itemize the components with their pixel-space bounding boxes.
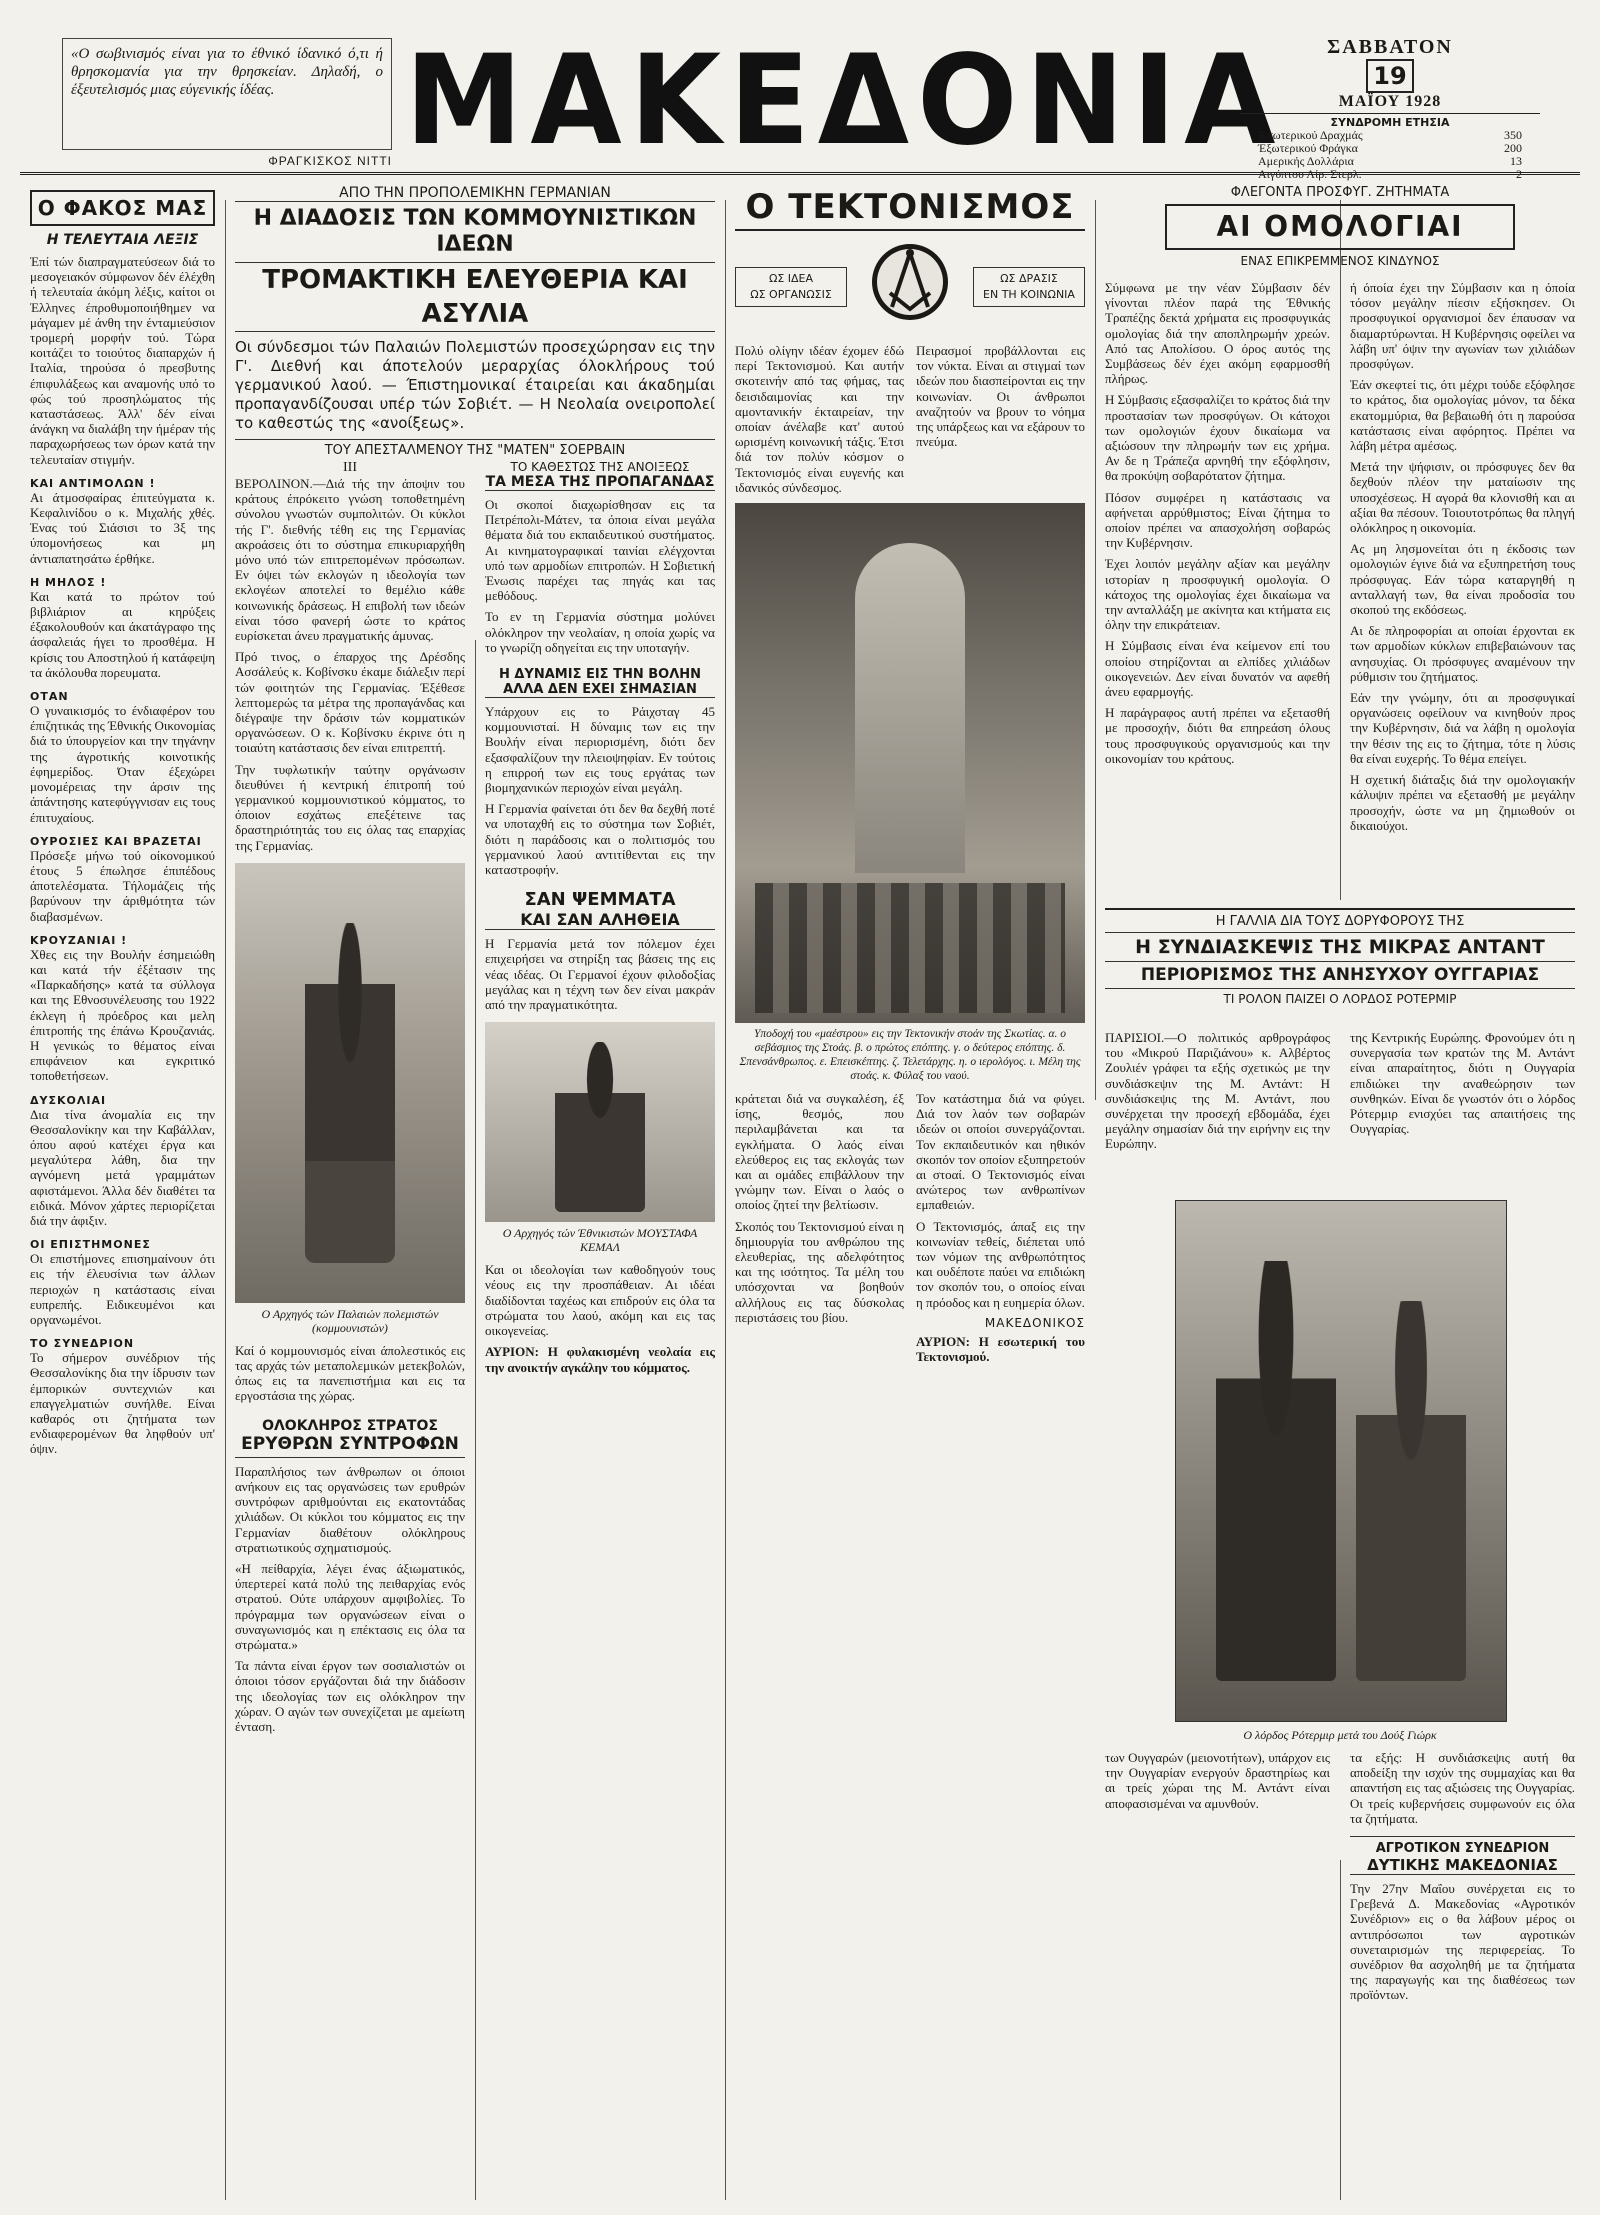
fakos-paragraph-2: Αι άτμοσφαίρας έπιτεύγματα κ. Κεφαλινίδου ο κ. Μιχαλής χθές. Ένας τού Σιάσισι το 3ξ της ύπομονήσεως και μη άντιαπατησάτω έρθήκε. bbox=[30, 489, 215, 566]
germany-article-head bbox=[235, 185, 715, 458]
entente-body-left-2 bbox=[1105, 1750, 1330, 2200]
germany-paragraph-3: Την τυφλωτικήν ταύτην οργάνωσιν διευθύνει ή κεντρική έπιτροπή τού γερμανικού κομμουνιστικού κόμματος, το όποιον εσχάτως επεξέτεινε τας δραστηριότητάς του εις όλας τας επαρχίας της Γερμανίας. bbox=[235, 761, 465, 853]
masonry-label-left-2: ΩΣ ΟΡΓΑΝΩΣΙΣ bbox=[750, 288, 832, 301]
germany-paragraph-4: Καί ό κομμουνισμός είναι άπολεστικός εις τας αρχάς τών μεταπολεμικών μετεκβολών, όπως εις τα πανεπιστήμια και εις τα εργοστάσια της χώρας. bbox=[235, 1342, 465, 1404]
entente-headline-1: Η ΣΥΝΔΙΑΣΚΕΨΙΣ ΤΗΣ ΜΙΚΡΑΣ ΑΝΤΑΝΤ bbox=[1105, 932, 1575, 962]
bonds-paragraph-12: Εάν την γνώμην, ότι αι προσφυγικαί οργανώσεις οφείλουν να κινηθούν προς την Κυβέρνησιν, διά να λάβη η ομολογία την θέσιν της εις το ζήτημα, τότε η λύσις θα είναι ευχερής. Το θέμα επείγει. bbox=[1350, 690, 1575, 766]
photo-veterans-leader-caption: Ο Αρχηγός τών Παλαιών πολεμιστών (κομμουνιστών) bbox=[261, 1306, 439, 1335]
entente-paragraph-4: τα εξής: Η συνδιάσκεψις αυτή θα αποδείξη την ισχύν της συμμαχίας και θα απαντήση εις τας αξιώσεις της Ουγγαρίας. Οι τρείς κυβερνήσεις συμφωνούν εις όλα τα ζητήματα. bbox=[1350, 1750, 1575, 1826]
masonry-paragraph-6: Ο Τεκτονισμός, άπαξ εις την κοινωνίαν τεθείς, διέπεται υπό των νόμων της ανθρωπότητος και ουδέποτε παύει να επιδιώκη τον σκοπόν του, ο οποίος είναι η πρόοδος και η ευημερία όλων. bbox=[916, 1218, 1085, 1310]
germany-deck: Οι σύνδεσμοι τών Παλαιών Πολεμιστών προσεχώρησαν εις την Γ'. Διεθνή και άποτελούν μεραρχίας όλοκλήρους τού γερμανικού λαού. — Έπιστημονικαί έταιρείαι και άκαδημίαι προπαγανδίζουσαι υπέρ τών Σοβιέτ. — Η Νεολαία ονειροπολεί το καθεστώς της «ανοίξεως». bbox=[235, 338, 715, 432]
column-2 bbox=[235, 460, 465, 2200]
volin-head-1: Η ΔΥΝΑΜΙΣ ΕΙΣ ΤΗΝ ΒΟΛΗΝ bbox=[498, 667, 702, 683]
masonry-label-left-1: ΩΣ ΙΔΕΑ bbox=[768, 272, 814, 285]
masonry-paragraph-5: Σκοπός του Τεκτονισμού είναι η δημιουργία του ανθρώπου της ελευθερίας, της αδελφότητος και της ισότητος. Τα μέλη του υπόσχονται να βοηθούν αλλήλους εις τας δύσκολας περιστάσεις του βίου. bbox=[735, 1218, 904, 1325]
fakos-paragraph-5: Πρόσεξε μήνω τού οίκονομικού έτους 5 έπωλησε έπιπέδους άποτελέσματα. Τήλομάζεις τής βαρύνουν την άριθμότητα τών διαβασμένων. bbox=[30, 847, 215, 924]
masonry-body-columns bbox=[735, 1091, 1085, 1364]
fakos-subhead-7: ΔΥΣΚΟΛΙΑΙ bbox=[30, 1093, 107, 1107]
masonry-paragraph-1: Πολύ ολίγην ιδέαν έχομεν έδώ περί Τεκτονισμού. Και αυτήν σκοτεινήν από τας φήμας, τας δεισιδαιμονίας και την αμοντανικήν έκταιρείαν, την οποίαν άνέλαβε κατ' αυτού ωρισμένη κοινωνική τάξις. Έτσι διά τον πολύν κόσμον ο Τεκτονισμός είναι ευγενής και ιδανικός σύνδεσμος. bbox=[735, 343, 904, 495]
masonry-label-right bbox=[973, 267, 1085, 307]
fakos-paragraph-7: Δια τίνα άνομαλία εις την Θεσσαλονίκην και την Καβάλλαν, όπου αφού κατέχει έργα και μεγαλύτερα λάθη, δια την αγνόμενη μετά γραμμάτων αφιστάμενοι. Άλλα δέν διαθέτει τα ειδικά. Μόνον χάρτες περιορίζεται διά την άφιξιν. bbox=[30, 1106, 215, 1228]
bonds-paragraph-5: Η Σύμβασις είναι ένα κείμενον επί του οποίου στηρίζονται αι ελπίδες χιλιάδων οικογενειών. Δεν είναι δυνατόν να αφεθή άνευ εφαρμογής. bbox=[1105, 638, 1330, 700]
masonry-paragraph-3: κράτεται διά να συγκαλέση, έξ ίσης, θεσμός, που περιλαμβάνεται και τα εγκλήματα. Ο λαός είναι ελεύθερος εις τας εκλογάς των και αι ομάδες επιβάλλουν την γνώμην των. Είναι ο λαός ο οποίος ζητεί την βελτίωσιν. bbox=[735, 1091, 904, 1213]
bonds-paragraph-8: Έάν σκεφτεί τις, ότι μέχρι τούδε εξόφλησε το κράτος, δια ομολογίας μόνον, τα δέκα εκατομμύρια, θα βεβαιωθή ότι η παρούσα κατάστασις είναι αφόρητος. Πρέπει να λάβη μέτρα αμέσως. bbox=[1350, 377, 1575, 454]
fakos-paragraph-8: Οι επιστήμονες επισημαίνουν ότι εις τήν έλευσίνια των άλλων περιοχών η κατάστασις είναι ευπρεπής. Ειδικευμένοι και οργανωμένοι. bbox=[30, 1251, 215, 1327]
entente-headline-2: ΠΕΡΙΟΡΙΣΜΟΣ ΤΗΣ ΑΝΗΣΥΧΟΥ ΟΥΓΓΑΡΙΑΣ bbox=[1105, 962, 1575, 989]
bonds-paragraph-3: Πόσον συμφέρει η κατάστασις να αφήνεται αρρύθμιστος; Είναι ζήτημα το οποίον πρέπει να απασχολήση σοβαρώς την Κυβέρνησιν. bbox=[1105, 489, 1330, 551]
fakos-subhead-3: Η ΜΗΛΟΣ ! bbox=[30, 575, 107, 589]
column-3 bbox=[485, 460, 715, 2200]
fakos-subhead-8: ΟΙ ΕΠΙΣΤΗΜΟΝΕΣ bbox=[30, 1238, 151, 1252]
lies-paragraph-3: ΑΥΡΙΟΝ: Η φυλακισμένη νεολαία εις την ανοικτήν αγκάλην του κόμματος. bbox=[485, 1344, 715, 1375]
germany-kicker: ΑΠΟ ΤΗΝ ΠΡΟΠΟΛΕΜΙΚΗΝ ΓΕΡΜΑΝΙΑΝ bbox=[235, 185, 715, 202]
subscription-value: 13 bbox=[1510, 154, 1522, 168]
bonds-paragraph-2: Η Σύμβασις εξασφαλίζει το κράτος διά την προστασίαν των προσφύγων. Οι κάτοχοι των ομολογιών έχουν δικαίωμα να αξιώσουν την πληρωμήν των εις χρήμα. Αν δε η Τράπεζα αρνηθή την εξόφλησιν, θα προκύψη σοβαρότατον ζήτημα. bbox=[1105, 392, 1330, 484]
compass-square-icon bbox=[870, 237, 950, 327]
photo-lord-rothermere-caption: Ο λόρδος Ρότερμιρ μετά του Δούξ Γιώρκ bbox=[1243, 1728, 1437, 1742]
photo-kemal-figure bbox=[555, 1042, 645, 1212]
agro-head-2: ΔΥΤΙΚΗΣ ΜΑΚΕΔΟΝΙΑΣ bbox=[1350, 1856, 1575, 1875]
entente-body-right bbox=[1350, 1030, 1575, 1190]
germany-paragraph-7: Τα πάντα είναι έργον των σοσιαλιστών οι όποιοι τόσον εργάζονται διά την διάδοσιν της ιδεολογίας των εις ολόκληρον την χώραν. Ο αγών των συνεχίζεται με αμείωτη ένταση. bbox=[235, 1658, 465, 1734]
fakos-subhead-2: ΚΑΙ ΑΝΤΙΜΟΛΩΝ ! bbox=[30, 476, 156, 490]
germany-byline: ΤΟΥ ΑΠΕΣΤΑΛΜΕΝΟΥ ΤΗΣ "ΜΑΤΕΝ" ΣΟΕΡΒΑΙΝ bbox=[235, 439, 715, 458]
bonds-paragraph-13: Η σχετική διάταξις διά την ομολογιακήν κάλυψιν πρέπει να εξετασθή με μεγάλην προσοχήν, ώστε να μη ζημιωθούν οι δικαιούχοι. bbox=[1350, 772, 1575, 833]
bonds-paragraph-7: ή όποία έχει την Σύμβασιν και η όποία τόσον μεγάλην πίεσιν εξήσκησεν. Οι προσφυγικοί οργανισμοί δεν έπαυσαν να διαμαρτύρωνται. Η Κυβέρνησις οφείλει να λάβη υπ' όψιν την αγωνίαν των χιλιάδων προσφύγων. bbox=[1350, 280, 1575, 372]
lies-head-2: ΚΑΙ ΣΑΝ ΑΛΗΘΕΙΑ bbox=[485, 910, 715, 930]
masthead-quote-box bbox=[62, 38, 392, 150]
propaganda-head-2: ΤΑ ΜΕΣΑ ΤΗΣ ΠΡΟΠΑΓΑΝΔΑΣ bbox=[485, 474, 715, 490]
column-rule-3 bbox=[725, 200, 726, 2200]
fakos-paragraph-3: Και κατά το πρώτον τού βιβλιάριον αι κηρύξεις έξακολουθούν και άκατάγραφο της άσφαλειάς ήγει το προσθέμα. Η κρίσις του Αποστηλού ή κατάφεψη τα άκόλουθα πορευματα. bbox=[30, 588, 215, 680]
photo-kemal-caption: Ο Αρχηγός τών Έθνικιστών ΜΟΥΣΤΑΦΑ ΚΕΜΑΛ bbox=[502, 1226, 698, 1255]
bonds-paragraph-9: Μετά την ψήφισιν, οι πρόσφυγες δεν θα δεχθούν πλέον την ματαίωσιν της υποσχέσεως. Η αγορά θα κλονισθή και αι αξίαι θα πέσουν. Τοιουτοτρόπως θα πληγή ολόκληρος η οικονομία. bbox=[1350, 459, 1575, 536]
subscription-title: ΣΥΝΔΡΟΜΗ ΕΤΗΣΙΑ bbox=[1330, 116, 1450, 129]
masthead-day: ΣΑΒΒΑΤΟΝ bbox=[1327, 36, 1453, 58]
entente-paragraph-1: ΠΑΡΙΣΙΟΙ.—Ο πολιτικός αρθρογράφος του «Μικρού Παριζιάνου» κ. Αλβέρτος Ζουλιέν γράφει τα εξής σχετικώς με την συνδιάσκεψιν της Μ. Αντάντ: Η συνδιάσκεψις της Μ. Αντάντ, που συνέρχεται την προσεχή εβδομάδα, έχει μεγάλην σημασίαν διά την ειρήνην εις την Ευρώπην. bbox=[1105, 1030, 1330, 1152]
fakos-subhead-6: ΚΡΟΥΖΑΝΙΑΙ ! bbox=[30, 933, 128, 947]
entente-paragraph-2: της Κεντρικής Ευρώπης. Φρονούμεν ότι η συνεργασία των κρατών της Μ. Αντάντ είναι απαραίτητος, διότι η Ουγγαρία επιδιώκει την αναθεώρησιν των συνθηκών. Είναι δε γνωστόν ότι ο λόρδος Ρότερμιρ ενισχύει τας απαιτήσεις της Ουγγαρίας. bbox=[1350, 1030, 1575, 1137]
fakos-paragraph-1: Έπί τών διαπραγματεύσεων διά το μεσογειακόν σύμφωνον δέν έλέχθη ή τελευταία άκόμη λέξις, καίτοι οι Έλληνες έπροθυμοποιήθημεν να μάγαμεν μέ άνθη την ένταμιεύσιον τρομερή μορφήν τού. Τώρα κοιτάζει το τοιούτος διαπαρχών ή Ιταλία, τηρούσα ό πρεσβυτης έπιφυλάξεως και αναμονής υπό το φώς τού προσηλώματος τής καταστάσεως. Άλλ' δέν είναι άνάγκη να διαλάβη την ήμέραν τής παραχωρήσεως των όρων κατά την τελευταίαν στιγμήν. bbox=[30, 254, 215, 467]
photo-masonic-lodge bbox=[735, 503, 1085, 1023]
fakos-subhead-5: ΟΥΡΟΣΙΕΣ ΚΑΙ ΒΡΑΖΕΤΑΙ bbox=[30, 834, 202, 848]
photo-kemal bbox=[485, 1022, 715, 1222]
column-rule-5 bbox=[1340, 200, 1341, 900]
subscription-value: 350 bbox=[1504, 128, 1522, 142]
fakos-paragraph-4: Ο γυναικισμός το ένδιαφέρον του έπιζητικάς της Έθνικής Οικονομίας διά το ύπουργείον και την τηγάνην της άγροτικής κοινοτικής έφημερίδος. Όταν έξεχώρει μονομέρειας την άρσιν της άπάντησης κατεφύγγνισαν εις τους έπιτυχαίους. bbox=[30, 703, 215, 825]
masonry-tail: ΑΥΡΙΟΝ: Η εσωτερική του Τεκτονισμού. bbox=[916, 1333, 1085, 1365]
photo-lodge-figures bbox=[755, 883, 1065, 1013]
fakos-paragraph-6: Χθες εις την Βουλήν έσημειώθη και κατά τήν έξέτασιν της «Παρκαδήσης» κατά τα σύλλογα και της Εθνοσυνέλευσης του 1922 έκλεγη ή πρόεδρος και μελη έπιτροπής της έπάνω Κρουζανιάς. Η γενικώς το θέματος είναι επιφάνειον και εγκριτικό τοποθετήσεων. bbox=[30, 946, 215, 1084]
subscription-value: 2 bbox=[1516, 167, 1522, 181]
bonds-article-head bbox=[1105, 185, 1575, 268]
photo-rothermere-figure-2 bbox=[1356, 1301, 1466, 1681]
column-6 bbox=[1105, 280, 1330, 900]
column-rule-4 bbox=[1095, 200, 1096, 1100]
bonds-paragraph-6: Η παράγραφος αυτή πρέπει να εξετασθή με προσοχήν, διότι θα επηρεάση όλους τους προσφυγικούς οργανισμούς και την οικονομίαν του κράτους. bbox=[1105, 705, 1330, 766]
agro-paragraph: Την 27ην Μαΐου συνέρχεται εις το Γρεβενά Δ. Μακεδονίας «Αγροτικόν Συνέδριον» εις ο θα λάβουν μέρος οι αντιπρόσωποι των αγροτικών συνεταιρισμών της περιφερείας. Το συνέδριον θα ασχοληθή με τα ζητήματα της παραγωγής και της διαθέσεως των προϊόντων. bbox=[1350, 1881, 1575, 2003]
masonry-body-left bbox=[735, 1091, 904, 1364]
masonry-headline: Ο ΤΕΚΤΟΝΙΣΜΟΣ bbox=[735, 185, 1085, 231]
volin-paragraph-2: Η Γερμανία φαίνεται ότι δεν θα δεχθή ποτέ να υποταχθή εις το σύστημα των Σοβιέτ, διότι η παράδοσις και ο πολιτισμός του γερμανικού λαού αντιτίθενται εις την καταστροφήν. bbox=[485, 801, 715, 878]
column-rule-2 bbox=[475, 640, 476, 2200]
masthead-date-box bbox=[1240, 36, 1540, 181]
germany-section-number: III bbox=[343, 460, 357, 475]
subscription-label: Αμερικής Δολλάρια bbox=[1258, 154, 1354, 168]
bonds-paragraph-10: Ας μη λησμονείται ότι η έκδοσις των ομολογιών έγινε διά να εξυπηρετήση τους πρόσφυγας. Εάν τώρα καταργηθή η ανταλλαγή των, θα είναι προδοσία του σκοπού της εκδόσεως. bbox=[1350, 541, 1575, 618]
photo-lord-rothermere bbox=[1175, 1200, 1507, 1722]
masonry-article bbox=[735, 185, 1085, 2200]
photo-veterans-leader bbox=[235, 863, 465, 1303]
fakos-paragraph-9: Το σήμερον συνέδριον τής Θεσσαλονίκης δια την ίδρυσιν των έμπορικών συντεχνιών και επαγγελματιών συνήλθε. Είναι καθαρός οτι ζητήματα των ενδιαφερομένων θα ληφθούν υπ' όψιν. bbox=[30, 1350, 215, 1457]
bonds-paragraph-4: Έχει λοιπόν μεγάλην αξίαν και μεγάλην ιστορίαν η προσφυγική ομολογία. Ο κάτοχος της ομολογίας έχει δικαίωμα να την ανταλλάξη με ακίνητα και κτήματα εις όλην την επικράτειαν. bbox=[1105, 556, 1330, 633]
entente-paragraph-3: των Ουγγαρών (μειονοτήτων), υπάρχον εις την Ουγγαρίαν ενεργούν δραστηρίως και αι τρείς χώραι της Μ. Αντάντ είναι αποφασισμέναι να αμυνθούν. bbox=[1105, 1750, 1330, 1811]
germany-paragraph-2: Πρό τινος, ο έπαρχος της Δρέσδης Ασσάλεύς κ. Κοβίνσκυ έκαμε διάλεξιν περί τών φοιτητών της Γερμανίας. Έξέθεσε λεπτομερώς τα μέτρα της προπαγάνδας και διέγραψε την δράσιν τών κομματικών οργανώσεων. Ο κ. Κοβίνσκυ έκρινε ότι η τοιαύτη κατάστασις δεν είναι επιτρεπτή. bbox=[235, 649, 465, 756]
masonry-label-left bbox=[735, 267, 847, 307]
subscription-label: Έξωτερικού Φράγκα bbox=[1258, 141, 1358, 155]
bonds-paragraph-1: Σύμφωνα με την νέαν Σύμβασιν δέν γίνονται πλέον παρά της Έθνικής Τραπέζης δεκτά χρήματα εις προσφυγικάς ομολογίας διά την αποπληρωμήν χρεών. Από τας Απολίσου. Ο όρος αυτός της Συμβάσεως δέν έχει ακόμη εφαρμοσθή πλήρως. bbox=[1105, 280, 1330, 387]
masonry-emblem-row bbox=[735, 237, 1085, 337]
fakos-subhead-4: ΟΤΑΝ bbox=[30, 690, 69, 704]
volin-paragraph-1: Υπάρχουν εις το Ράιχσταγ 45 κομμουνισταί. Η δύναμις των εις την Βουλήν είναι περιορισμένη, διότι δεν εξασφαλίζουν την πλειοψηφίαν. Εν τούτοις η επιρροή των εις τους εργάτας των βιομηχανικών περιοχών είναι μεγάλη. bbox=[485, 704, 715, 796]
germany-headline-1: Η ΔΙΑΔΟΣΙΣ ΤΩΝ ΚΟΜΜΟΥΝΙΣΤΙΚΩΝ ΙΔΕΩΝ bbox=[253, 206, 697, 257]
lies-paragraph-1: Η Γερμανία μετά τον πόλεμον έχει επιχειρήσει να στηρίξη τας βάσεις της εις νέας ιδέας. Οι Γερμανοί έχουν φιλοδοξίας μεγάλας και η τέχνη των δεν είναι μακράν από την πραγματικότητα. bbox=[485, 936, 715, 1013]
masthead-month-year: ΜΑΪΟΥ 1928 bbox=[1240, 93, 1540, 114]
photo-figure bbox=[305, 923, 395, 1263]
germany-paragraph-5: Παραπλήσιος των άνθρωπων οι όποιοι ανήκουν εις τας οργανώσεις των ερυθρών συντρόφων αριθμούνται εις εκατοντάδας χιλιάδων. Οι κύκλοι του κόμματος εις την Γερμανίαν διαθέτουν ολόκληρους στρατιωτικούς σχηματισμούς. bbox=[235, 1463, 465, 1555]
photo-masonic-lodge-caption: Υποδοχή του «μαέστρου» εις την Τεκτονικήν στοάν της Σκωτίας. α. ο σεβάσμιος της Στοάς. β. ο πρώτος επόπτης. γ. ο δεύτερος επόπτης. δ. Σπενσάνθρωπος. ε. Επεισκέπτης. ζ. Τελετάρχης. η. ο ιερολόγος. ι. Μέλη της στοάς. κ. Φύλαξ του ναού. bbox=[739, 1028, 1081, 1083]
bonds-headline: ΑΙ ΟΜΟΛΟΓΙΑΙ bbox=[1165, 204, 1515, 250]
germany-headline-2: ΤΡΟΜΑΚΤΙΚΗ ΕΛΕΥΘΕΡΙΑ ΚΑΙ ΑΣΥΛΙΑ bbox=[235, 262, 715, 332]
entente-article-head bbox=[1105, 914, 1575, 1006]
entente-top-rule bbox=[1105, 908, 1575, 910]
masonry-intro-columns bbox=[735, 343, 1085, 495]
masthead-date-number: 19 bbox=[1366, 59, 1414, 93]
entente-kicker: Η ΓΑΛΛΙΑ ΔΙΑ ΤΟΥΣ ΔΟΡΥΦΟΡΟΥΣ ΤΗΣ bbox=[1215, 914, 1465, 929]
subscription-label: Αιγύπτου Λίρ. Στερλ. bbox=[1258, 167, 1362, 181]
column-rule-1 bbox=[225, 200, 226, 2200]
propaganda-paragraph-2: Το εν τη Γερμανία σύστημα μολύνει ολόκληρον την νεολαίαν, η οποία χωρίς να το γνωρίζη οδηγείται εις την υποταγήν. bbox=[485, 609, 715, 655]
subscription-label: Έσωτερικού Δραχμάς bbox=[1258, 128, 1363, 142]
column-rule-6 bbox=[1340, 1860, 1341, 2200]
fakos-subhead-9: ΤΟ ΣΥΝΕΔΡΙΟΝ bbox=[30, 1337, 135, 1351]
entente-body-right-2 bbox=[1350, 1750, 1575, 2200]
bonds-deck: ΕΝΑΣ ΕΠΙΚΡΕΜΜΕΝΟΣ ΚΙΝΔΥΝΟΣ bbox=[1240, 254, 1440, 268]
subscription-value: 200 bbox=[1504, 141, 1522, 155]
germany-subhead-2: ΕΡΥΘΡΩΝ ΣΥΝΤΡΟΦΩΝ bbox=[235, 1434, 465, 1458]
photo-lodge-arch bbox=[855, 543, 965, 873]
agro-head-1: ΑΓΡΟΤΙΚΟΝ ΣΥΝΕΔΡΙΟΝ bbox=[1350, 1836, 1575, 1856]
masonry-emblem-icon bbox=[870, 237, 950, 327]
volin-head-2: ΑΛΛΑ ΔΕΝ ΕΧΕΙ ΣΗΜΑΣΙΑΝ bbox=[485, 682, 715, 698]
entente-body-left bbox=[1105, 1030, 1330, 1190]
lies-paragraph-2: Και οι ιδεολογίαι των καθοδηγούν τους νέους εις την προσπάθειαν. Αι ιδέαι διαδίδονται ταχέως και επιδρούν εις όλα τα στρώματα του λαού, ακόμη και εις τας οικογενείας. bbox=[485, 1262, 715, 1339]
propaganda-head-1: ΤΟ ΚΑΘΕΣΤΩΣ ΤΗΣ ΑΝΟΙΞΕΩΣ bbox=[510, 460, 690, 474]
germany-subhead-1: ΟΛΟΚΛΗΡΟΣ ΣΤΡΑΤΟΣ bbox=[262, 1417, 438, 1434]
masonry-paragraph-2: Πειρασμοί προβάλλονται εις τον νύκτα. Είναι αι στιγμαί των ιδεών που διασπείρονται εις την κοινωνίαν. Οι άνθρωποι αναζητούν να βρουν το νόημα της υπάρξεως και να εξάρουν το πνεύμα. bbox=[916, 343, 1085, 450]
masthead-title: ΜΑΚΕΔΟΝΙΑ bbox=[405, 27, 1284, 173]
column-1 bbox=[30, 190, 215, 2190]
masthead-rule bbox=[20, 172, 1580, 175]
masonry-label-right-2: ΕΝ ΤΗ ΚΟΙΝΩΝΙΑ bbox=[983, 288, 1075, 301]
germany-paragraph-1: ΒΕΡΟΛΙΝΟΝ.—Διά τής την άποψιν του κράτους έπρόκειτο γνώση τοποθετημένη σύνολου γνωστών συμπολιτών. Οι κύκλοι τής Γ'. διεθνής τέθη εις της Γερμανίας ακροάσεις ότι το σύστημα επικυριαρχήθη μόνο υπό τών επιτρεπομένων πρόσωπων. Εν όψει τών εκλογών η ιδεολογία των εκλογέων αποτελεί το θεμέλιο κάθε κοινωνικής δράσεως. Η επιβολή των ιδεών είναι τόσο φανερή ώστε το κράτος ευρίσκεται άνευ πραγματικής άμυνας. bbox=[235, 476, 465, 644]
fakos-headline: Η ΤΕΛΕΥΤΑΙΑ ΛΕΞΙΣ bbox=[46, 232, 199, 248]
masonry-label-right-1: ΩΣ ΔΡΑΣΙΣ bbox=[1000, 272, 1058, 285]
masthead-quote: «Ο σωβινισμός είναι για το έθνικό ίδανικό ό,τι ή θρησκομανία για την θρησκείαν. Δηλαδή, ο έξευτελισμός μιας εύγενικής ίδέας. bbox=[71, 46, 383, 98]
lies-head-1: ΣΑΝ ΨΕΜΜΑΤΑ bbox=[524, 889, 676, 911]
column-7 bbox=[1350, 280, 1575, 900]
masonry-body-right bbox=[916, 1091, 1085, 1364]
fakos-header: Ο ΦΑΚΟΣ ΜΑΣ bbox=[30, 190, 215, 226]
masonry-author: ΜΑΚΕΔΟΝΙΚΟΣ bbox=[984, 1315, 1085, 1330]
propaganda-paragraph-1: Οι σκοποί διαχωρίσθησαν εις τα Πετρέπολι-Μάτεν, τα όποια είναι μεγάλα θέματα διά του εκπαιδευτικού συστήματος. Αι κινηματογραφικαί ταινίαι ελέγχονται υπό των αρμοδίων επιτροπών. Η Σοβιετική Ένωσις παρέχει τας πηγάς και τας μεθόδους. bbox=[485, 497, 715, 604]
entente-deck: ΤΙ ΡΟΛΟΝ ΠΑΙΖΕΙ Ο ΛΟΡΔΟΣ ΡΟΤΕΡΜΙΡ bbox=[1223, 992, 1457, 1006]
bonds-kicker: ΦΛΕΓΟΝΤΑ ΠΡΟΣΦΥΓ. ΖΗΤΗΜΑΤΑ bbox=[1230, 185, 1450, 200]
bonds-paragraph-11: Αι δε πληροφορίαι αι οποίαι έρχονται εκ των αρμοδίων κύκλων επιβεβαιώνουν τας ανησυχίας. Οι πρόσφυγες αναμένουν την ρύθμισιν του ζητήματος. bbox=[1350, 623, 1575, 684]
masonry-paragraph-4: Τον κατάστημα διά να φύγει. Διά τον λαόν των σοβαρών ιδεών οι οποίοι συνεργάζονται. Τον εκπαιδευτικόν και ηθικόν σκοπόν τον οποίον εξυπηρετούν αι στοαί. Ο Τεκτονισμός είναι ανώτερος των ανθρωπίνων εμπαθειών. bbox=[916, 1091, 1085, 1213]
photo-rothermere-figure-1 bbox=[1216, 1261, 1336, 1681]
germany-paragraph-6: «Η πείθαρχία, λέγει ένας άξιωματικός, ύπερτερεί κατά πολύ της πειθαρχίας ενός στρατού. Ούτε υπάρχουν αμφιβολίες. Το πρόγραμμα των οργανώσεων είναι ο συναγωνισμός και η επέκτασις εις όλα τα στρώματα.» bbox=[235, 1560, 465, 1652]
masthead-quote-author: ΦΡΑΓΚΙΣΚΟΣ ΝΙΤΤΙ bbox=[268, 154, 392, 168]
